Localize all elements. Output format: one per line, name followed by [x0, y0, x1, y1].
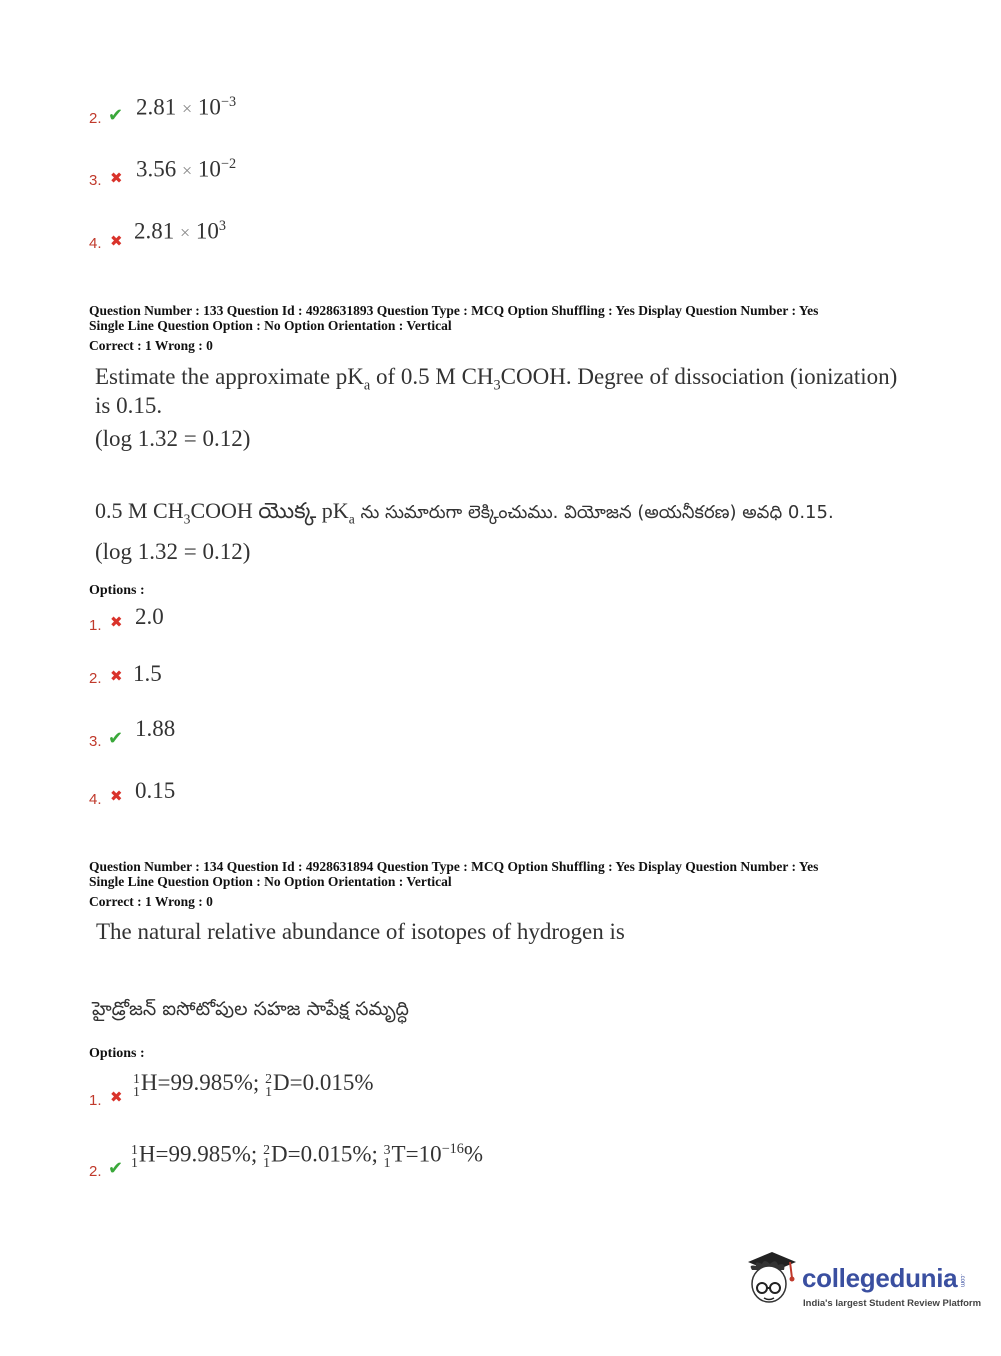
- option-number: 3.: [89, 733, 102, 750]
- option-number: 1.: [89, 617, 102, 634]
- cross-icon: ✖: [110, 169, 123, 187]
- question-text-english: The natural relative abundance of isotopes of hydrogen is: [96, 919, 625, 944]
- option-number: 1.: [89, 1092, 102, 1109]
- brand-logo-text: collegedunia: [802, 1263, 958, 1293]
- options-label: Options :: [89, 1046, 145, 1061]
- cross-icon: ✖: [110, 232, 123, 250]
- cross-icon: ✖: [110, 787, 123, 805]
- option-value: 1.88: [135, 716, 176, 741]
- brand-tagline: India's largest Student Review Platform: [803, 1298, 982, 1309]
- question-log-hint: (log 1.32 = 0.12): [95, 426, 251, 451]
- cross-icon: ✖: [110, 613, 123, 631]
- question-score: Correct : 1 Wrong : 0: [89, 894, 213, 909]
- option-number: 2.: [89, 110, 102, 127]
- option-number: 4.: [89, 791, 102, 808]
- cross-icon: ✖: [110, 1088, 123, 1106]
- option-value: $2.81 \times 10^3$: [134, 218, 227, 244]
- question-text-english-line2: is 0.15.: [95, 393, 163, 418]
- option-value: 1.5: [133, 661, 162, 686]
- option-value: 1 1H=99.985%; 2 1D=0.015%; 3 $1T=10^{-16}\%$: [131, 1141, 484, 1171]
- check-icon: ✔: [108, 728, 124, 749]
- check-icon: ✔: [108, 105, 124, 126]
- question-score: Correct : 1 Wrong : 0: [89, 338, 213, 353]
- cross-icon: ✖: [110, 667, 123, 685]
- option-number: 2.: [89, 1163, 102, 1180]
- option-number: 3.: [89, 172, 102, 189]
- option-value: 0.15: [135, 778, 176, 803]
- question-text-english: Estimate the approximate $pK_a$ of 0.5 M $CH_3COOH$. Degree of dissociation (ionization): [95, 364, 898, 394]
- question-meta: Question Number : 133 Question Id : 4928631893 Question Type : MCQ Option Shuffling : Yes Display Question Number : Yes: [89, 303, 819, 318]
- question-text-telugu: హైడ్రోజన్ ఐసోటోపుల సహజ సాపేక్ష సమృద్ధి: [92, 998, 409, 1020]
- question-meta: Single Line Question Option : No Option Orientation : Vertical: [89, 318, 452, 333]
- options-label: Options :: [89, 583, 145, 598]
- option-number: 2.: [89, 670, 102, 687]
- option-value: $3.56 \times 10^{-2}$: [136, 156, 237, 182]
- check-icon: ✔: [108, 1158, 124, 1179]
- question-text-telugu: 0.5 M $CH_3COOH$ యొక్క $pK_a$ ను సుమారుగా లెక్కించుము. వియోజన (అయనీకరణ) అవధి 0.15.: [95, 498, 834, 527]
- option-number: 4.: [89, 235, 102, 252]
- option-value: 1 1H=99.985%; 2 1D=0.015%: [133, 1070, 374, 1099]
- option-value: $2.81 \times 10^{-3}$: [136, 94, 237, 120]
- brand-logo-com: .com: [959, 1274, 965, 1288]
- question-meta: Question Number : 134 Question Id : 4928631894 Question Type : MCQ Option Shuffling : Yes Display Question Number : Yes: [89, 859, 819, 874]
- mascot-logo-icon: [742, 1248, 802, 1310]
- question-meta: Single Line Question Option : No Option Orientation : Vertical: [89, 874, 452, 889]
- question-log-hint-telugu: (log 1.32 = 0.12): [95, 539, 251, 564]
- option-value: 2.0: [135, 604, 164, 629]
